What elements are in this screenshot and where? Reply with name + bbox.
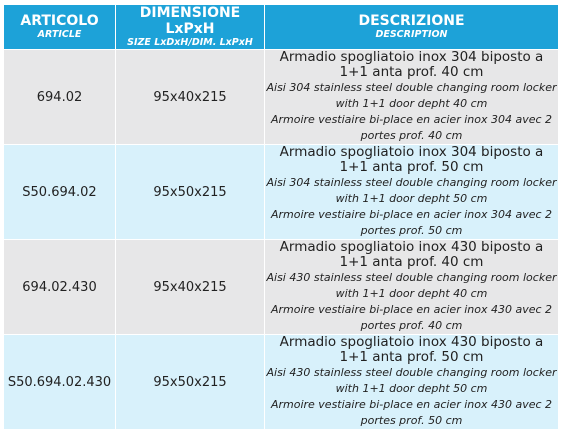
description-english: Aisi 430 stainless steel double changing room locker with 1+1 door depht 50 cm [266,366,557,395]
description-header-sublabel: DESCRIPTION [375,29,448,40]
description-english: Aisi 430 stainless steel double changing room locker with 1+1 door depht 40 cm [266,271,557,300]
description-french: Armoire vestiaire bi-place en acier inox 430 avec 2 portes prof. 50 cm [270,398,553,427]
table-row [4,50,559,145]
description-italian: Armadio spogliatoio inox 430 biposto a 1+1 anta prof. 40 cm [279,239,544,270]
description-italian: Armadio spogliatoio inox 304 biposto a 1+1 anta prof. 50 cm [279,144,544,175]
table-row [4,335,559,430]
dimension-value: 95x50x215 [116,145,265,240]
article-code: 694.02 [4,50,116,145]
article-code: S50.694.02.430 [4,335,116,430]
article-header-label: ARTICOLO [20,13,99,29]
dimension-value: 95x50x215 [116,335,265,430]
description-french: Armoire vestiaire bi-place en acier inox 430 avec 2 portes prof. 40 cm [270,303,553,332]
description-cell [265,145,559,240]
product-spec-table [3,4,559,430]
dimension-header-label: DIMENSIONE LxPxH [139,5,241,37]
description-cell [265,240,559,335]
description-italian: Armadio spogliatoio inox 304 biposto a 1+1 anta prof. 40 cm [279,49,544,80]
description-french: Armoire vestiaire bi-place en acier inox 304 avec 2 portes prof. 40 cm [270,113,553,142]
description-english: Aisi 304 stainless steel double changing room locker with 1+1 door depht 50 cm [266,176,557,205]
table-row [4,145,559,240]
article-header-sublabel: ARTICLE [37,29,82,40]
description-column-header [265,5,559,50]
description-french: Armoire vestiaire bi-place en acier inox 304 avec 2 portes prof. 50 cm [270,208,553,237]
description-header-label: DESCRIZIONE [358,13,465,29]
description-cell [265,335,559,430]
dimension-value: 95x40x215 [116,50,265,145]
dimension-header-sublabel: SIZE LxDxH/DIM. LxPxH [127,37,253,48]
article-code: 694.02.430 [4,240,116,335]
description-cell [265,50,559,145]
dimension-column-header [116,5,265,50]
header-row [4,5,559,50]
article-column-header [4,5,116,50]
description-english: Aisi 304 stainless steel double changing room locker with 1+1 door depht 40 cm [266,81,557,110]
description-italian: Armadio spogliatoio inox 430 biposto a 1+1 anta prof. 50 cm [279,334,544,365]
article-code: S50.694.02 [4,145,116,240]
dimension-value: 95x40x215 [116,240,265,335]
table-row [4,240,559,335]
